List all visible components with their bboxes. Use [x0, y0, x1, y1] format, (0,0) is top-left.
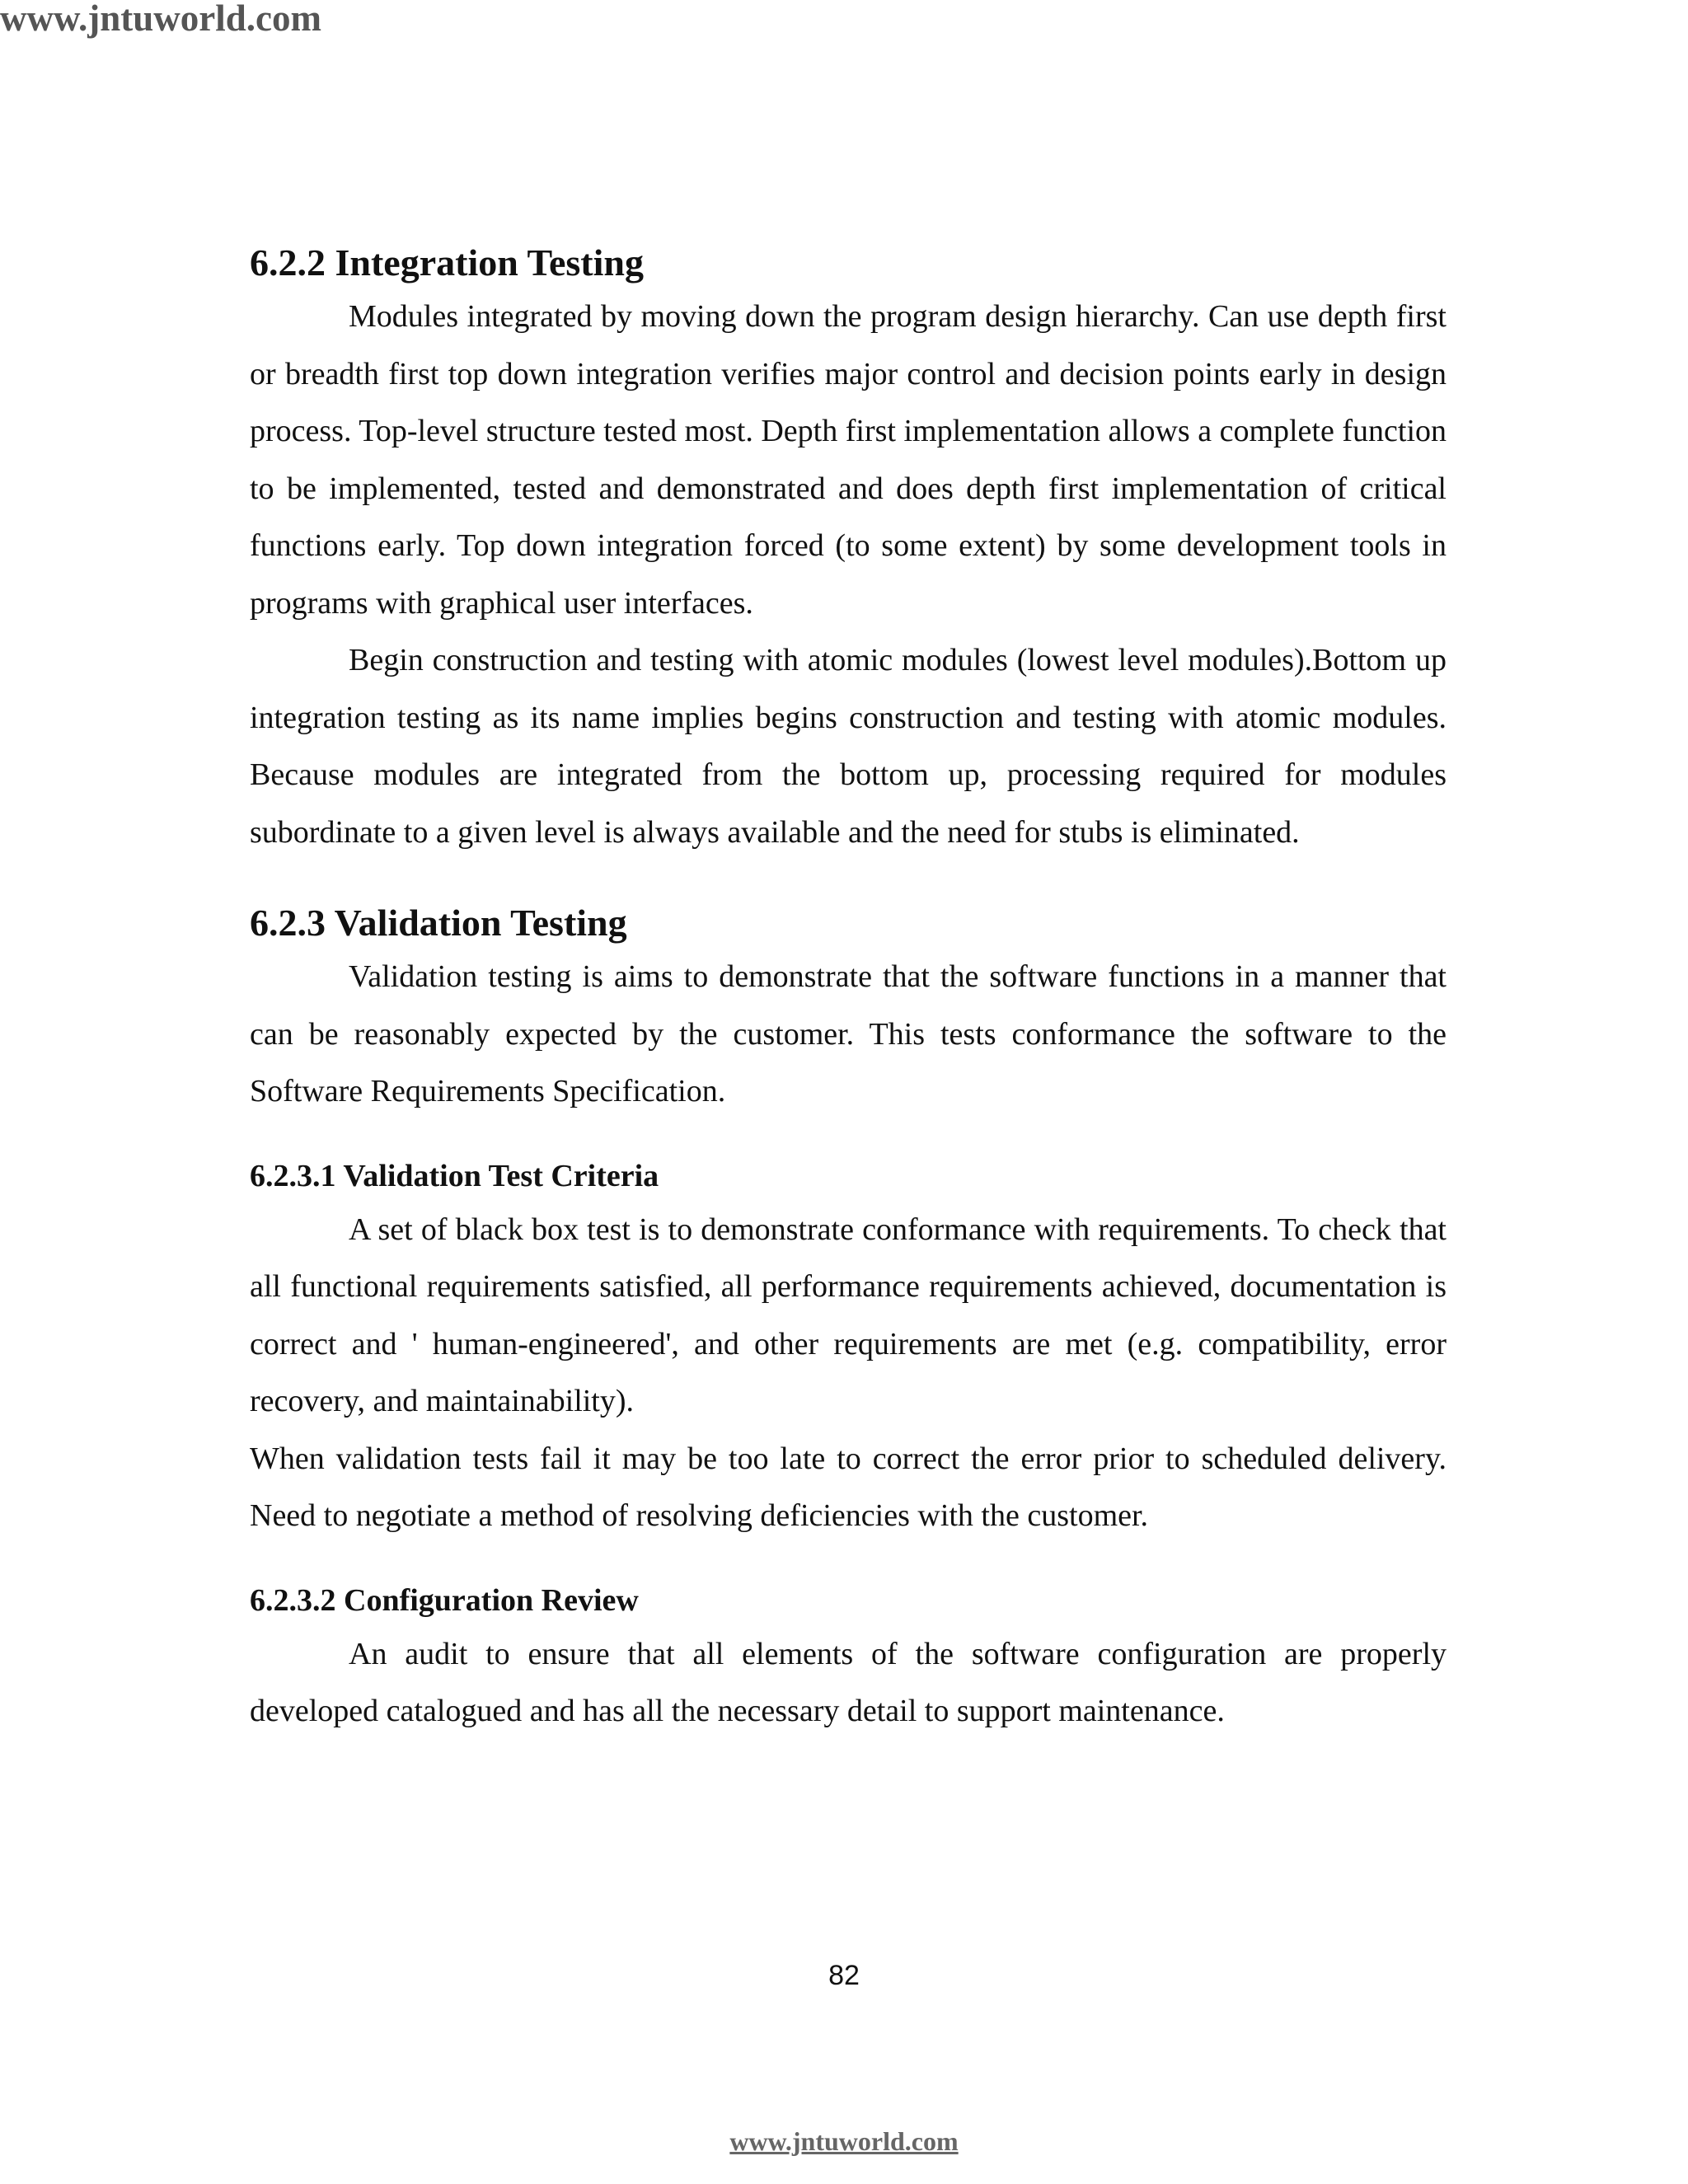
- spacer: [250, 1545, 1447, 1575]
- configuration-review-paragraph: An audit to ensure that all elements of the software configuration are properly developed catalogued and has all the necessary detail to support maintenance.: [250, 1636, 1447, 1728]
- integration-testing-heading: 6.2.2 Integration Testing: [250, 241, 644, 284]
- watermark-top: www.jntuworld.com: [0, 0, 321, 39]
- spacer: [250, 1121, 1447, 1151]
- page-content: [250, 237, 1447, 1741]
- validation-criteria-paragraph-1: A set of black box test is to demonstrate conformance with requirements. To check that all functional requirements satisfied, all performance requirements achieved, documentation is correct and ' human-engineered', and other requirements are met (e.g. compatibility, error recovery, and maintainability).: [250, 1212, 1447, 1418]
- watermark-bottom: www.jntuworld.com: [729, 2126, 959, 2156]
- validation-criteria-heading: 6.2.3.1 Validation Test Criteria: [250, 1158, 659, 1193]
- validation-criteria-paragraph-2: When validation tests fail it may be too late to correct the error prior to scheduled delivery. Need to negotiate a method of resolving deficiencies with the customer.: [250, 1441, 1447, 1533]
- validation-testing-heading: 6.2.3 Validation Testing: [250, 902, 627, 944]
- page-number: 82: [828, 1960, 860, 1991]
- spacer: [250, 861, 1447, 898]
- configuration-review-heading: 6.2.3.2 Configuration Review: [250, 1582, 639, 1618]
- integration-testing-paragraph-2: Begin construction and testing with atomic modules (lowest level modules).Bottom up integration testing as its name implies begins construction and testing with atomic modules. Because modules are integrated from the bottom up, processing required for modules subordinate to a given level is always available and the need for stubs is eliminated.: [250, 643, 1447, 850]
- validation-testing-paragraph: Validation testing is aims to demonstrate that the software functions in a manner that can be reasonably expected by the customer. This tests conformance the software to the Software Requirements Specification.: [250, 959, 1447, 1108]
- integration-testing-paragraph-1: Modules integrated by moving down the program design hierarchy. Can use depth first or breadth first top down integration verifies major control and decision points early in design process. Top-level structure tested most. Depth first implementation allows a complete function to be implemented, tested and demonstrated and does depth first implementation of critical functions early. Top down integration forced (to some extent) by some development tools in programs with graphical user interfaces.: [250, 299, 1447, 621]
